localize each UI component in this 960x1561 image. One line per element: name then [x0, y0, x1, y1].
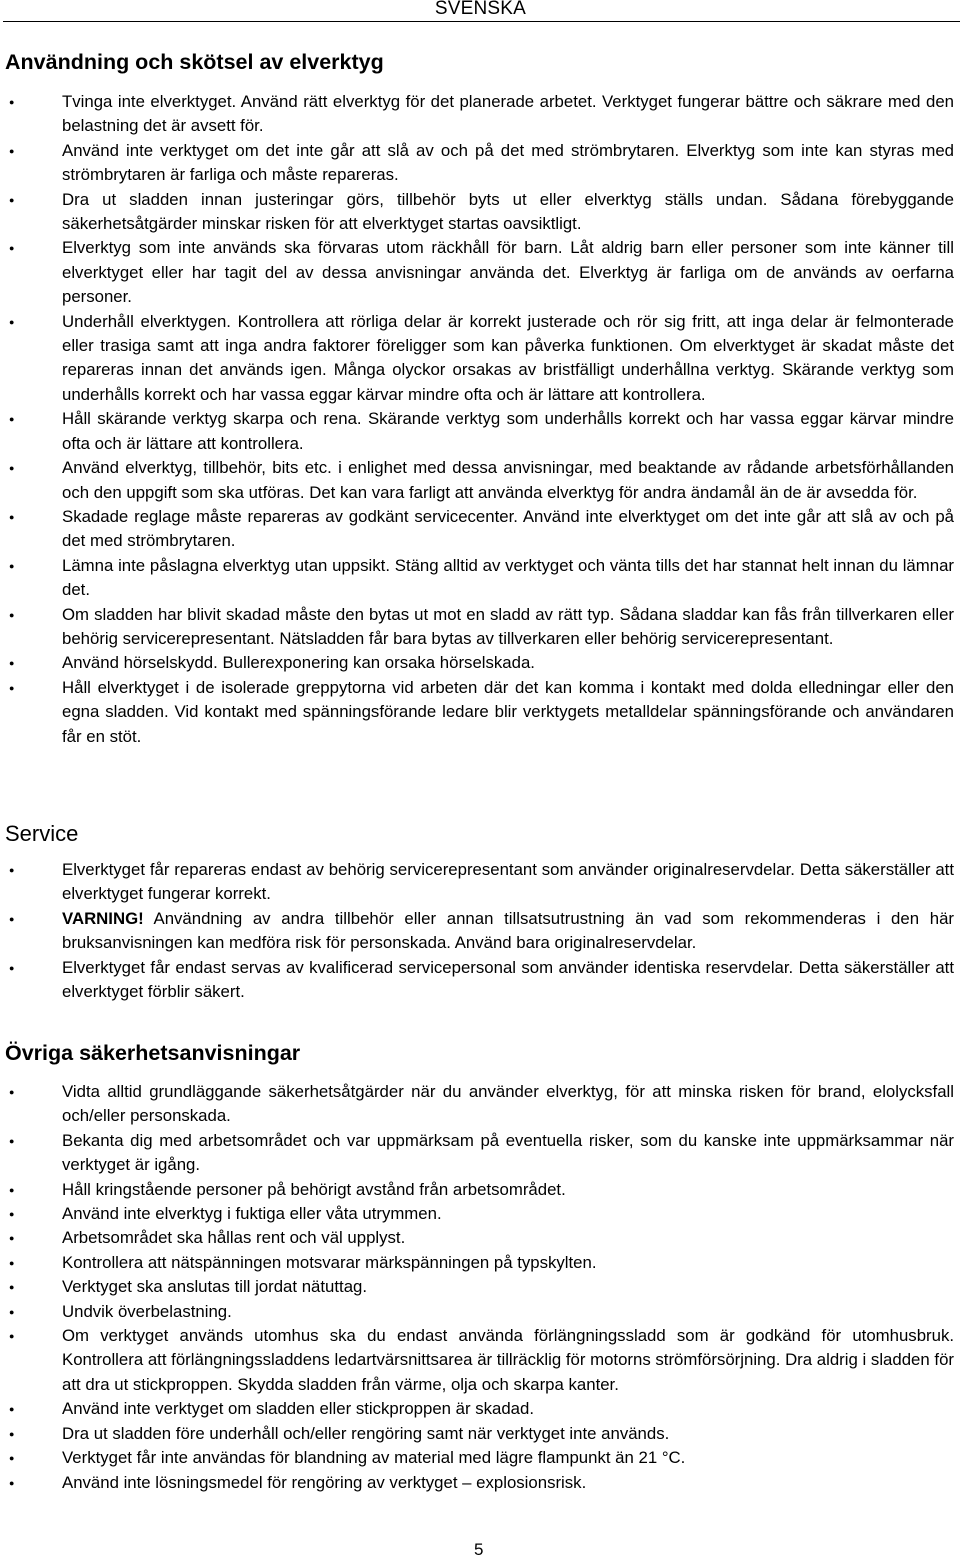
bullet-icon: ●	[9, 97, 15, 107]
list-item	[0, 603, 954, 652]
list-item	[0, 188, 954, 237]
list-item-text: Undvik överbelastning.	[62, 1301, 232, 1321]
list-item-text: Använd hörselskydd. Bullerexponering kan orsaka hörselskada.	[62, 653, 535, 673]
list-item	[0, 310, 954, 408]
list-item-text: Om verktyget används utomhus ska du endast använda förlängningssladd som är godkänd för utomhusbruk. Kontrollera att förlängningssladdens ledartvärsnittsarea är tillräcklig för motorns strömförsörjning. Dra aldrig i sladden för att dra ut stickproppen. Skydda sladden från värme, olja och skarpa kanter.	[62, 1326, 954, 1394]
list-item-text: Skadade reglage måste repareras av godkänt servicecenter. Använd inte elverktyget om det inte går att slå av och på det med strömbrytaren.	[62, 506, 954, 551]
list-item-text: Använd inte elverktyg i fuktiga eller våta utrymmen.	[62, 1204, 442, 1224]
bullet-icon: ●	[9, 560, 15, 571]
bullet-icon: ●	[9, 194, 15, 205]
bullet-list-service	[0, 858, 954, 1004]
bullet-icon: ●	[9, 682, 15, 693]
bullet-icon: ●	[9, 1306, 15, 1317]
bullet-icon: ●	[9, 463, 15, 474]
list-item	[0, 1300, 954, 1324]
list-item	[0, 505, 954, 554]
page-number: 5	[474, 1540, 484, 1559]
list-item-text: Elverktyget får repareras endast av behörig servicerepresentant som använder originalreservdelar. Detta säkerställer att elverktyget fungerar korrekt.	[62, 860, 954, 904]
list-item	[0, 1080, 954, 1129]
language-label: SVENSKA	[434, 0, 526, 19]
list-item	[0, 90, 954, 139]
list-item-text: Verktyget ska anslutas till jordat nätuttag.	[62, 1277, 368, 1297]
bullet-icon: ●	[9, 1135, 15, 1146]
list-item	[0, 139, 954, 188]
list-item	[0, 956, 954, 1005]
list-item-text: Verktyget får inte användas för blandning av material med lägre flampunkt än 21 °C.	[62, 1448, 686, 1468]
list-item	[0, 1422, 954, 1446]
bullet-icon: ●	[9, 1184, 15, 1195]
list-item	[0, 407, 954, 456]
warning-label: VARNING!	[62, 908, 144, 928]
bullet-icon: ●	[9, 1282, 15, 1293]
bullet-icon: ●	[9, 609, 15, 620]
list-item-text: Använd inte verktyget om sladden eller stickproppen är skadad.	[62, 1399, 535, 1419]
list-item	[0, 651, 954, 675]
bullet-icon: ●	[9, 1087, 15, 1097]
list-item-text: Tvinga inte elverktyget. Använd rätt elverktyg för det planerade arbetet. Verktyget fungerar bättre och säkrare med den belastning det är avsett för.	[62, 92, 954, 136]
list-item-text: Elverktyget får endast servas av kvalificerad servicepersonal som använder identiska reservdelar. Detta säkerställer att elverktyget förblir säkert.	[62, 957, 954, 1002]
list-item-text: Använd inte lösningsmedel för rengöring av verktyget – explosionsrisk.	[62, 1472, 587, 1492]
list-item	[0, 236, 954, 309]
list-item-text: Arbetsområdet ska hållas rent och väl upplyst.	[62, 1228, 406, 1248]
bullet-list-other-safety	[0, 1080, 954, 1495]
list-item	[0, 1226, 954, 1250]
list-item	[0, 1446, 954, 1470]
list-item	[0, 554, 954, 603]
bullet-icon: ●	[9, 1428, 15, 1439]
list-item	[0, 1129, 954, 1178]
bullet-icon: ●	[9, 865, 15, 875]
list-item	[0, 1471, 954, 1495]
list-item	[0, 1202, 954, 1226]
list-item-text: Använd elverktyg, tillbehör, bits etc. i enlighet med dessa anvisningar, med beaktande av rådande arbetsförhållanden och den uppgift som ska utföras. Det kan vara farligt att använda elverktyg för andra ändamål än de är avsedda för.	[62, 458, 954, 502]
bullet-icon: ●	[9, 511, 15, 522]
list-item	[0, 858, 954, 907]
list-item	[0, 1251, 954, 1275]
list-item-text: Dra ut sladden före underhåll och/eller rengöring samt när verktyget inte används.	[62, 1423, 670, 1443]
header-rule	[3, 21, 960, 22]
bullet-icon: ●	[9, 1404, 15, 1415]
section-heading-other-safety: Övriga säkerhetsanvisningar	[5, 1041, 301, 1065]
list-item-text: Underhåll elverktygen. Kontrollera att rörliga delar är korrekt justerade och rör sig fritt, att inga delar är felmonterade eller trasiga samt att inga andra faktorer föreligger som kan påverka funktionen. Om elverktyget är skadat måste det repareras innan det används igen. Många olyckor orsakas av bristfälligt underhållna verktyg. Skärande verktyg som underhålls korrekt och har vassa eggar kärvar mindre ofta och är lättare att kontrollera.	[62, 311, 954, 404]
list-item	[0, 1178, 954, 1202]
list-item	[0, 676, 954, 749]
bullet-icon: ●	[9, 658, 15, 669]
list-item	[0, 907, 954, 956]
bullet-icon: ●	[9, 316, 15, 327]
list-item	[0, 1324, 954, 1397]
bullet-icon: ●	[9, 1209, 15, 1220]
list-item	[0, 1275, 954, 1299]
list-item	[0, 1397, 954, 1421]
bullet-icon: ●	[9, 913, 15, 924]
bullet-icon: ●	[9, 1453, 15, 1464]
section-heading-service: Service	[5, 821, 79, 846]
bullet-icon: ●	[9, 1477, 15, 1488]
list-item-text: Elverktyg som inte används ska förvaras utom räckhåll för barn. Låt aldrig barn eller personer som inte känner till elverktyget eller har tagit del av dessa anvisningar använda det. Elverktyg är farliga om de används av oerfarna personer.	[62, 238, 954, 307]
bullet-icon: ●	[9, 1233, 15, 1244]
list-item-text: Håll skärande verktyg skarpa och rena. Skärande verktyg som underhålls korrekt och har vassa eggar kärvar mindre ofta och är lättare att kontrollera.	[62, 409, 954, 453]
list-item-text: Vidta alltid grundläggande säkerhetsåtgärder när du använder elverktyg, för att minska risken för brand, elolycksfall och/eller personskada.	[62, 1082, 954, 1126]
list-item-text: Lämna inte påslagna elverktyg utan uppsikt. Stäng alltid av verktyget och vänta tills det har stannat helt innan du lämnar det.	[62, 555, 954, 600]
bullet-icon: ●	[9, 962, 15, 973]
section-heading-usage: Användning och skötsel av elverktyg	[5, 50, 384, 74]
list-item-text: Dra ut sladden innan justeringar görs, tillbehör byts ut eller elverktyg ställs undan. Sådana förebyggande säkerhetsåtgärder minskar risken för att elverktyget startas oavsiktligt.	[62, 189, 954, 234]
list-item-text: Om sladden har blivit skadad måste den bytas ut mot en sladd av rätt typ. Sådana sladdar kan fås från tillverkaren eller behörig servicerepresentant. Nätsladden får bara bytas av tillverkaren eller behörig servicerepresentant.	[62, 604, 954, 648]
bullet-list-usage	[0, 90, 954, 749]
bullet-icon: ●	[9, 145, 15, 156]
list-item-text: Håll kringstående personer på behörigt avstånd från arbetsområdet.	[62, 1179, 566, 1199]
bullet-icon: ●	[9, 1331, 15, 1342]
bullet-icon: ●	[9, 243, 15, 254]
list-item-text: Användning av andra tillbehör eller annan tillsatsutrustning än vad som rekommenderas i den här bruksanvisningen kan medföra risk för personskada. Använd bara originalreservdelar.	[62, 908, 954, 953]
list-item-text: Bekanta dig med arbetsområdet och var uppmärksam på eventuella risker, som du kanske inte uppmärksammar när verktyget är igång.	[62, 1130, 954, 1175]
bullet-icon: ●	[9, 1257, 15, 1268]
page-header	[0, 0, 960, 22]
list-item-text: Håll elverktyget i de isolerade greppytorna vid arbeten där det kan komma i kontakt med dolda elledningar eller den egna sladden. Vid kontakt med spänningsförande ledare blir verktygets metalldelar spänningsförande och användaren får en stöt.	[62, 677, 954, 746]
bullet-icon: ●	[9, 414, 15, 425]
list-item-text: Kontrollera att nätspänningen motsvarar märkspänningen på typskylten.	[62, 1252, 597, 1272]
list-item	[0, 456, 954, 505]
list-item-text: Använd inte verktyget om det inte går att slå av och på det med strömbrytaren. Elverktyg som inte kan styras med strömbrytaren är farliga och måste repareras.	[62, 140, 954, 185]
